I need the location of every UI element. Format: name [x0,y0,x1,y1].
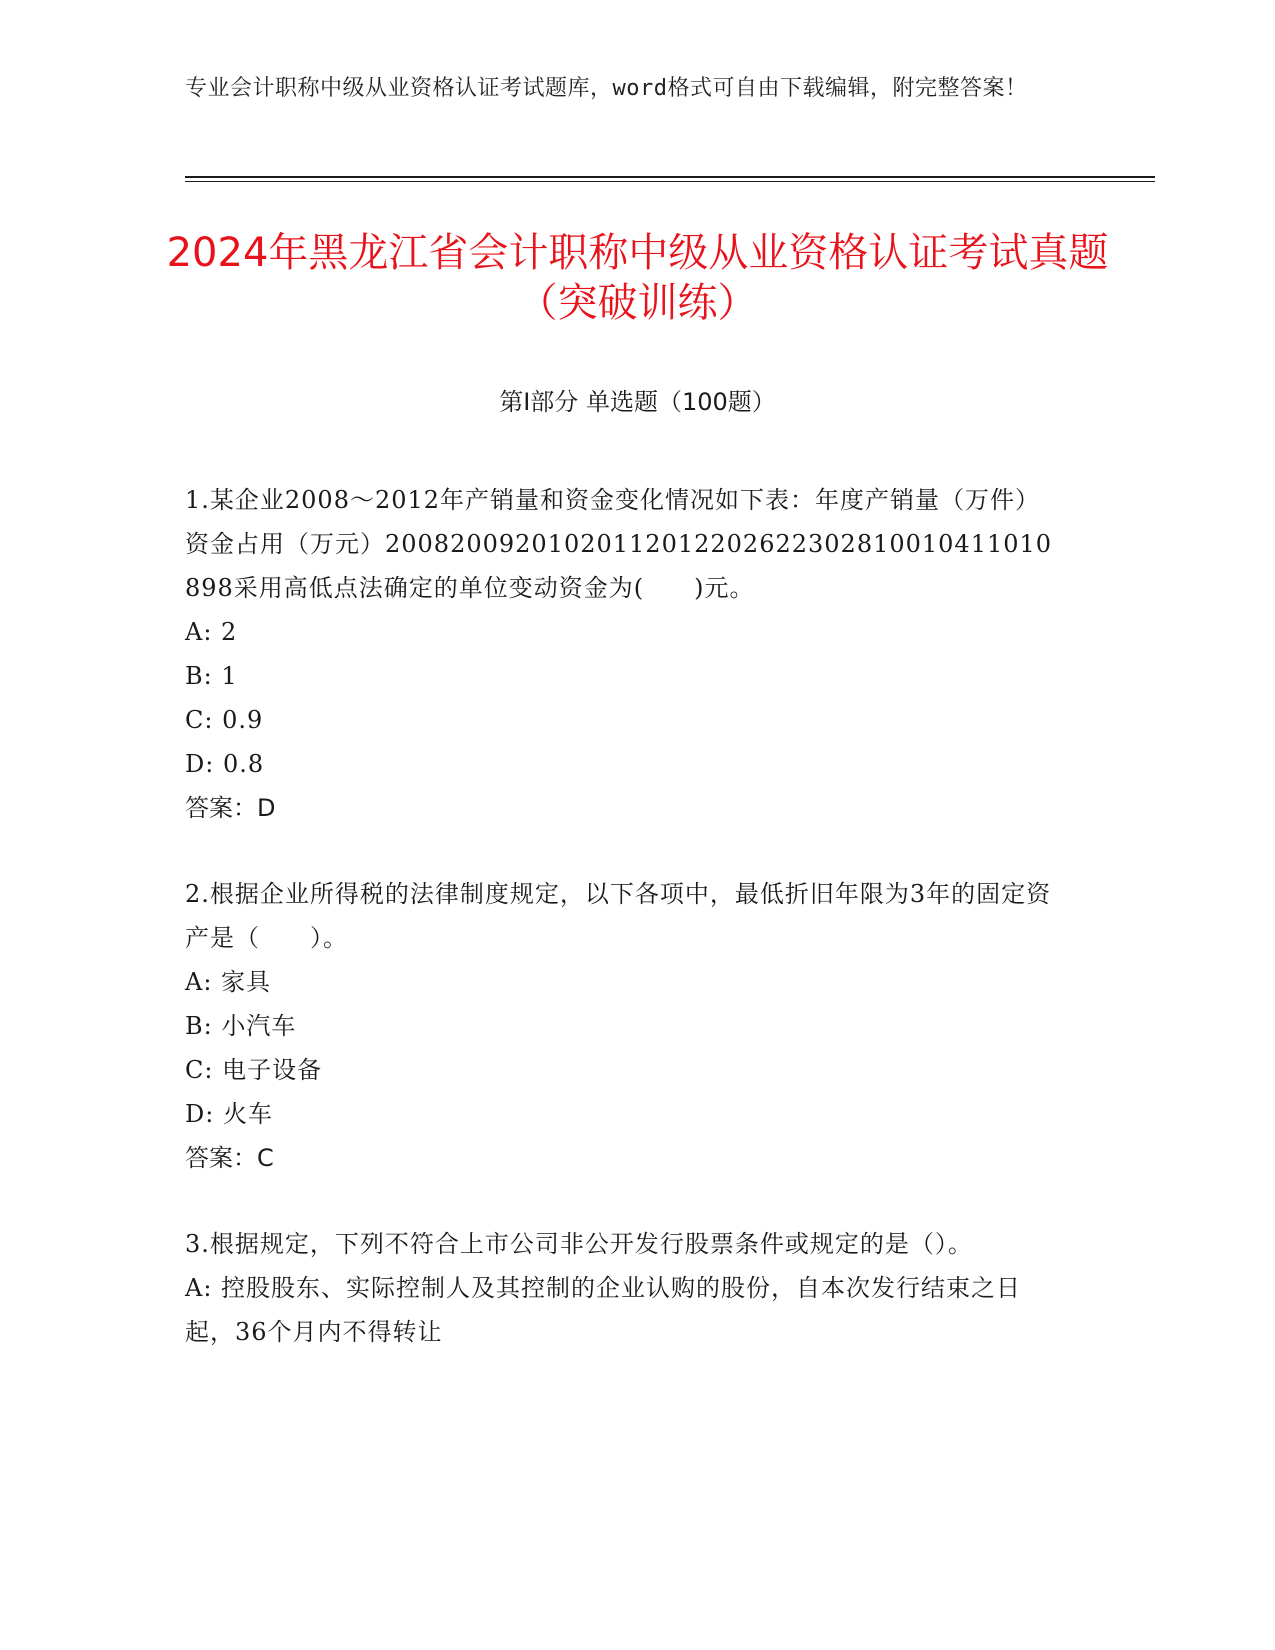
answer-line: 答案：C [185,1144,274,1172]
question-stem: 2.根据企业所得税的法律制度规定，以下各项中，最低折旧年限为3年的固定资产是（ ）。 [185,880,1052,952]
option-c: C: 电子设备 [185,1056,323,1084]
option-d: D: 火车 [185,1100,273,1128]
option-a: A: 家具 [185,968,272,996]
question-2 [185,872,1065,1180]
section-title: 第Ⅰ部分 单选题（100题） [499,388,776,416]
option-a: A: 2 [185,618,238,646]
question-stem: 3.根据规定，下列不符合上市公司非公开发行股票条件或规定的是（）。 [185,1230,973,1258]
question-1 [185,478,1065,830]
document-title: 2024年黑龙江省会计职称中级从业资格认证考试真题（突破训练） [166,230,1109,326]
answer-line: 答案：D [185,794,276,822]
option-c: C: 0.9 [185,706,264,734]
option-a: A: 控股股东、实际控制人及其控制的企业认购的股份，自本次发行结束之日起，36个月内不得转让 [185,1274,1022,1346]
header-divider-thick [185,176,1155,178]
question-stem: 1.某企业2008～2012年产销量和资金变化情况如下表：年度产销量（万件）资金占用（万元）20082009201020112012202622302810010411010898采用高低点法确定的单位变动资金为( )元。 [185,486,1053,602]
option-d: D: 0.8 [185,750,265,778]
option-b: B: 小汽车 [185,1012,297,1040]
question-3 [185,1222,1065,1354]
header-divider-thin [185,181,1155,182]
question-list [185,478,1065,1396]
header-note: 专业会计职称中级从业资格认证考试题库，word格式可自由下载编辑，附完整答案！ [185,76,1028,101]
option-b: B: 1 [185,662,238,690]
